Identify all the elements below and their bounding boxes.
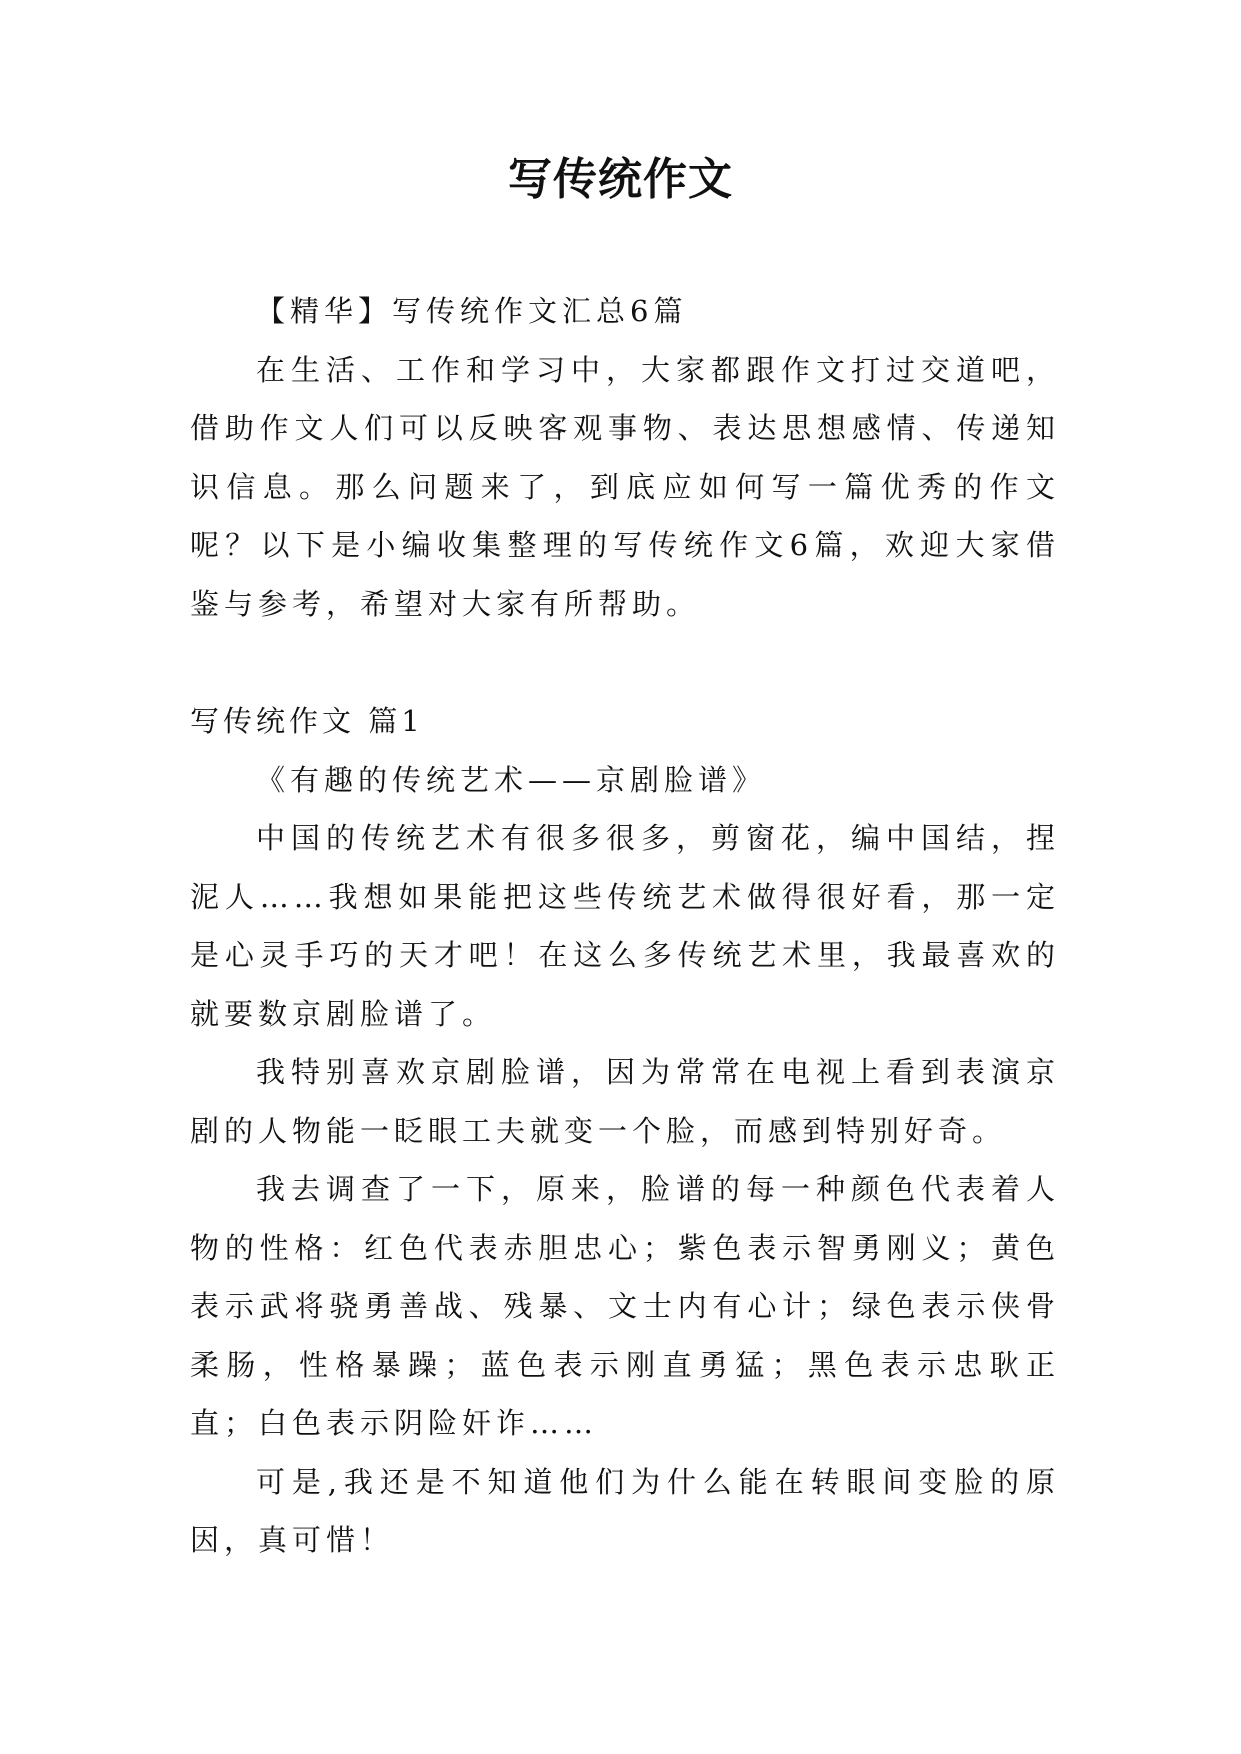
article-title: 《有趣的传统艺术——京剧脸谱》	[256, 762, 767, 797]
section-heading: 写传统作文 篇1	[190, 704, 424, 738]
intro-block	[190, 282, 1060, 633]
section-1	[190, 692, 1060, 1570]
article-paragraph: 我特别喜欢京剧脸谱，因为常常在电视上看到表演京剧的人物能一眨眼工夫就变一个脸，而感到特别好奇。	[190, 1055, 1060, 1148]
intro-subtitle: 【精华】写传统作文汇总6篇	[256, 294, 688, 328]
intro-paragraph: 在生活、工作和学习中，大家都跟作文打过交道吧，借助作文人们可以反映客观事物、表达思想感情、传递知识信息。那么问题来了，到底应如何写一篇优秀的作文呢？以下是小编收集整理的写传统作文6篇，欢迎大家借鉴与参考，希望对大家有所帮助。	[190, 352, 1060, 621]
article-paragraph: 中国的传统艺术有很多很多，剪窗花，编中国结，捏泥人……我想如果能把这些传统艺术做得很好看，那一定是心灵手巧的天才吧！在这么多传统艺术里，我最喜欢的就要数京剧脸谱了。	[190, 821, 1060, 1031]
article-paragraph: 可是,我还是不知道他们为什么能在转眼间变脸的原因，真可惜！	[190, 1464, 1060, 1557]
article-paragraph: 我去调查了一下，原来，脸谱的每一种颜色代表着人物的性格：红色代表赤胆忠心；紫色表示智勇刚义；黄色表示武将骁勇善战、残暴、文士内有心计；绿色表示侠骨柔肠，性格暴躁；蓝色表示刚直勇猛；黑色表示忠耿正直；白色表示阴险奸诈……	[190, 1172, 1060, 1440]
document-title: 写传统作文	[508, 154, 733, 205]
